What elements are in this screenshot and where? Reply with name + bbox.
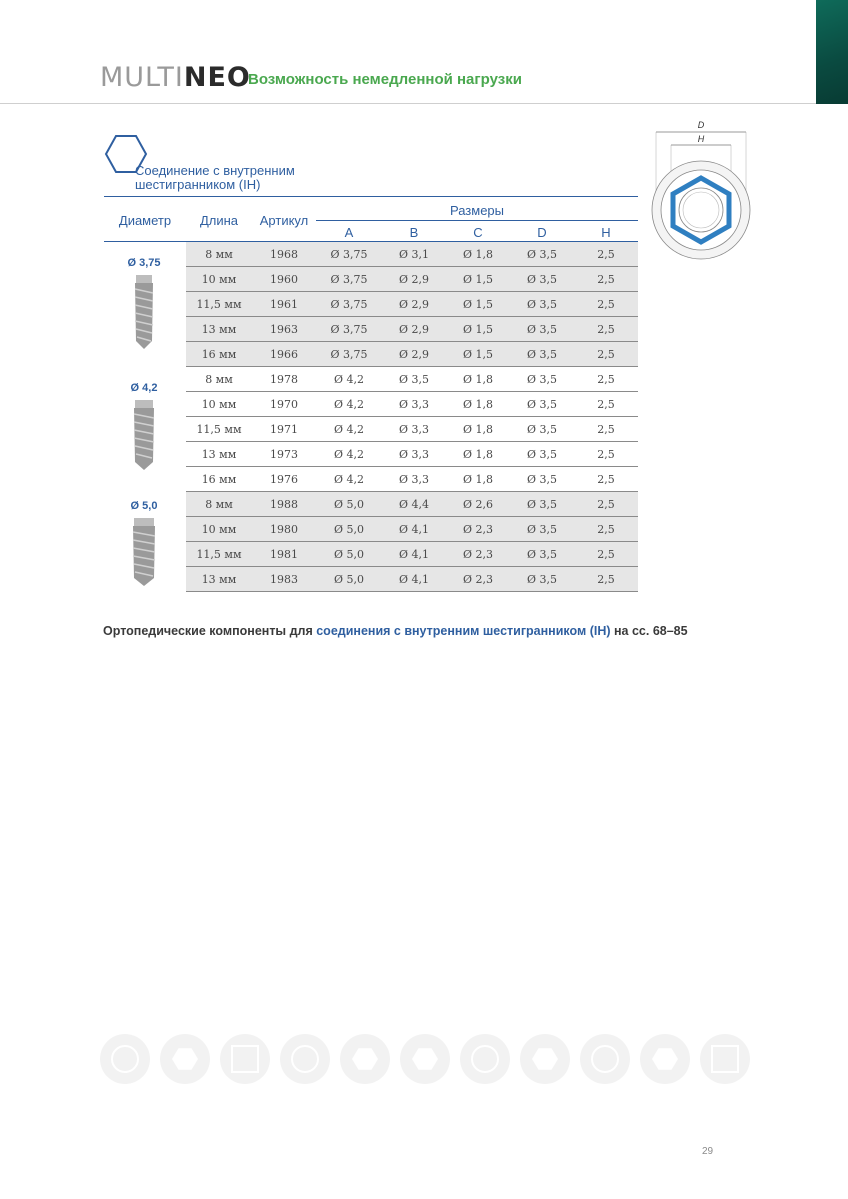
- diameter-label: Ø 3,75: [127, 257, 161, 269]
- diameter-label: Ø 4,2: [130, 382, 158, 394]
- square-connection-icon: [700, 1034, 750, 1084]
- page-title: Возможность немедленной нагрузки: [248, 71, 522, 88]
- diagram-label-h: H: [697, 134, 705, 144]
- table-top-rule: [104, 196, 638, 197]
- table-row: 10 мм 1960 Ø 3,75 Ø 2,9 Ø 1,5 Ø 3,5 2,5: [186, 267, 638, 292]
- implant-image: [132, 400, 156, 470]
- table-row: 8 мм 1988 Ø 5,0 Ø 4,4 Ø 2,6 Ø 3,5 2,5: [186, 492, 638, 517]
- brand-logo: MULTINEO: [100, 62, 251, 93]
- hex-connection-icon: [340, 1034, 390, 1084]
- diagram-label-d: D: [697, 120, 705, 130]
- implant-image: [131, 518, 157, 586]
- corner-decoration: [816, 0, 848, 104]
- header-b: B: [409, 225, 419, 240]
- square-connection-icon: [220, 1034, 270, 1084]
- section-title: Соединение с внутренним шестигранником (IH): [135, 163, 295, 192]
- header-c: C: [473, 225, 483, 240]
- round-connection-icon: [100, 1034, 150, 1084]
- table-row: 8 мм 1968 Ø 3,75 Ø 3,1 Ø 1,8 Ø 3,5 2,5: [186, 242, 638, 267]
- table-row: 16 мм 1966 Ø 3,75 Ø 2,9 Ø 1,5 Ø 3,5 2,5: [186, 342, 638, 367]
- table-row: 13 мм 1973 Ø 4,2 Ø 3,3 Ø 1,8 Ø 3,5 2,5: [186, 442, 638, 467]
- connection-icons-strip: [100, 1034, 752, 1086]
- spec-table-body: [186, 242, 638, 592]
- hex-connection-icon: [640, 1034, 690, 1084]
- header-divider: [0, 103, 816, 104]
- header-d: D: [537, 225, 547, 240]
- components-reference: Ортопедические компоненты для соединения с внутренним шестигранником (IH) на сс. 68–85: [103, 624, 688, 638]
- table-row: 16 мм 1976 Ø 4,2 Ø 3,3 Ø 1,8 Ø 3,5 2,5: [186, 467, 638, 492]
- table-row: 11,5 мм 1971 Ø 4,2 Ø 3,3 Ø 1,8 Ø 3,5 2,5: [186, 417, 638, 442]
- table-row: 13 мм 1963 Ø 3,75 Ø 2,9 Ø 1,5 Ø 3,5 2,5: [186, 317, 638, 342]
- table-row: 13 мм 1983 Ø 5,0 Ø 4,1 Ø 2,3 Ø 3,5 2,5: [186, 567, 638, 592]
- dimensions-rule: [316, 220, 638, 221]
- connection-diagram: [646, 118, 756, 266]
- header-h: H: [601, 225, 611, 240]
- hex-connection-icon: [520, 1034, 570, 1084]
- header-diameter: Диаметр: [118, 213, 172, 228]
- header-dimensions: Размеры: [449, 203, 505, 218]
- page-header: [0, 0, 816, 104]
- diameter-label: Ø 5,0: [130, 500, 158, 512]
- table-row: 10 мм 1970 Ø 4,2 Ø 3,3 Ø 1,8 Ø 3,5 2,5: [186, 392, 638, 417]
- round-connection-icon: [460, 1034, 510, 1084]
- round-connection-icon: [580, 1034, 630, 1084]
- round-connection-icon: [280, 1034, 330, 1084]
- table-row: 11,5 мм 1981 Ø 5,0 Ø 4,1 Ø 2,3 Ø 3,5 2,5: [186, 542, 638, 567]
- header-article: Артикул: [259, 213, 309, 228]
- table-row: 10 мм 1980 Ø 5,0 Ø 4,1 Ø 2,3 Ø 3,5 2,5: [186, 517, 638, 542]
- implant-image: [132, 275, 156, 349]
- header-a: A: [344, 225, 354, 240]
- table-row: 11,5 мм 1961 Ø 3,75 Ø 2,9 Ø 1,5 Ø 3,5 2,5: [186, 292, 638, 317]
- page-number: 29: [702, 1146, 714, 1157]
- reference-highlight: соединения с внутренним шестигранником (IH): [316, 624, 611, 638]
- hex-connection-icon: [400, 1034, 450, 1084]
- header-length: Длина: [199, 213, 239, 228]
- table-row: 8 мм 1978 Ø 4,2 Ø 3,5 Ø 1,8 Ø 3,5 2,5: [186, 367, 638, 392]
- hex-connection-icon: [160, 1034, 210, 1084]
